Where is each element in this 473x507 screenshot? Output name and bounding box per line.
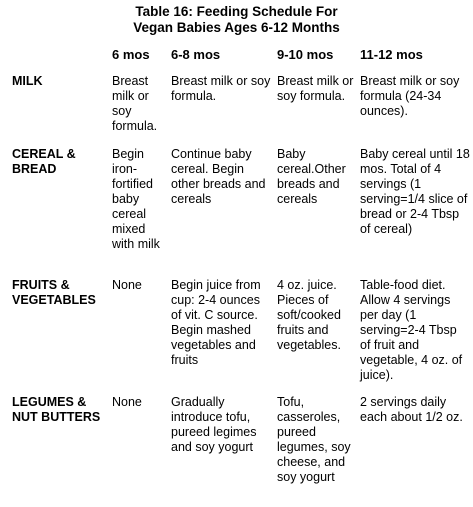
row-label-cereal-bread: CEREAL & BREAD [12,147,76,176]
table-title [0,4,473,36]
table-title-line-2: Vegan Babies Ages 6-12 Months [133,20,340,35]
table-cell: None [112,395,142,409]
table-cell: Baby cereal until 18 mos. Total of 4 servings (1 serving=1/4 slice of bread or 2-4 Tbsp of cereal) [360,147,470,236]
table-cell: Begin juice from cup: 2-4 ounces of vit. C source. Begin mashed vegetables and fruits [171,278,261,367]
column-header-11-12-mos: 11-12 mos [360,47,423,62]
table-cell: Breast milk or soy formula. [112,74,158,133]
column-header-6-mos: 6 mos [112,47,150,62]
column-header-6-8-mos: 6-8 mos [171,47,221,62]
table-title-line-1: Table 16: Feeding Schedule For [135,4,338,19]
table-cell: Breast milk or soy formula (24-34 ounces). [360,74,460,118]
table-cell: 2 servings daily each about 1/2 oz. [360,395,463,424]
table-cell: Gradually introduce tofu, pureed legimes and soy yogurt [171,395,257,454]
row-label-fruits-vegetables: FRUITS & VEGETABLES [12,278,96,307]
table-cell: None [112,278,142,292]
table-cell: Breast milk or soy formula. [171,74,271,103]
row-label-milk: MILK [12,74,43,88]
table-cell: Baby cereal.Other breads and cereals [277,147,346,206]
table-cell: Table-food diet. Allow 4 servings per day (1 serving=2-4 Tbsp of fruit and vegetable, 4 oz. of juice). [360,278,463,382]
table-cell: Begin iron-fortified baby cereal mixed with milk [112,147,160,251]
column-header-9-10-mos: 9-10 mos [277,47,334,62]
table-cell: Breast milk or soy formula. [277,74,354,103]
table-cell: Tofu, casseroles, pureed legumes, soy cheese, and soy yogurt [277,395,351,484]
table-cell: 4 oz. juice. Pieces of soft/cooked fruits and vegetables. [277,278,341,352]
table-cell: Continue baby cereal. Begin other breads and cereals [171,147,266,206]
row-label-legumes-nut-butters: LEGUMES & NUT BUTTERS [12,395,101,424]
